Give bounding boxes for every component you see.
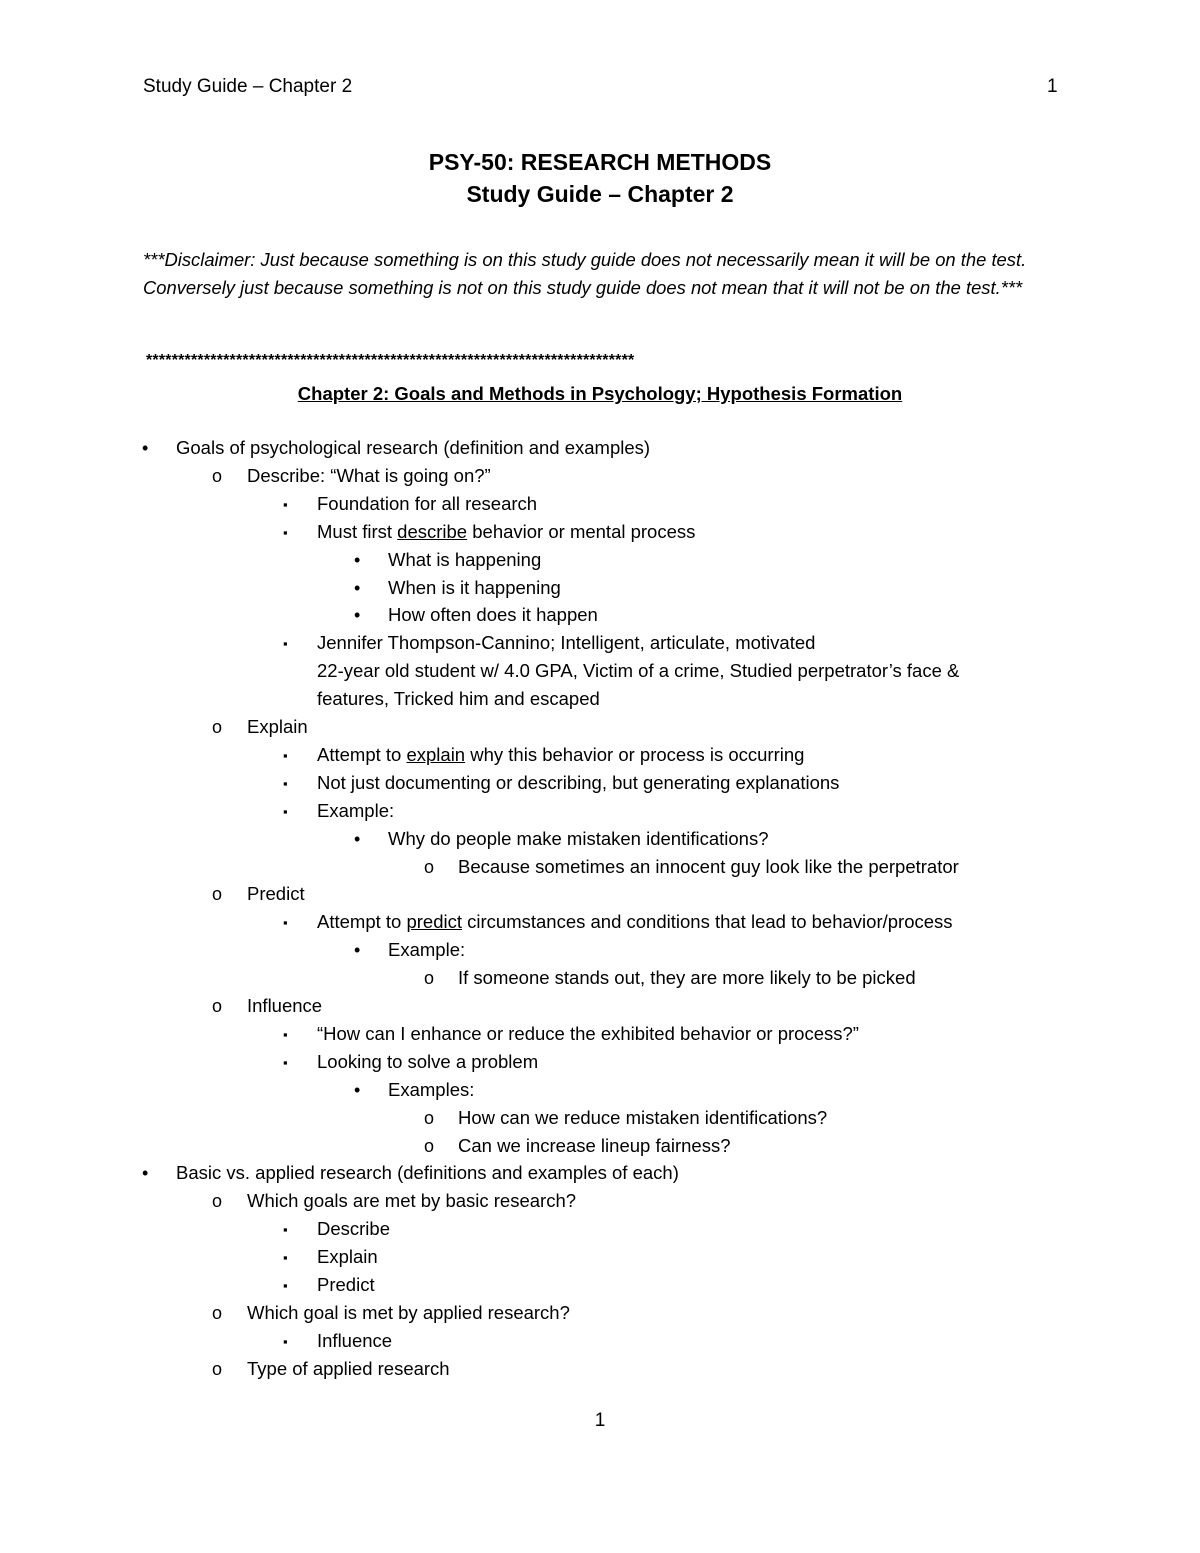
outline-text: Examples:: [388, 1079, 475, 1100]
outline-text: features, Tricked him and escaped: [317, 688, 600, 709]
bullet-marker-level-3: ▪: [283, 804, 288, 819]
outline-text: Attempt to: [317, 744, 407, 765]
outline-item-level-3: [317, 1246, 378, 1268]
bullet-marker-level-4: •: [354, 578, 361, 598]
underlined-term: predict: [406, 911, 462, 932]
outline-item-level-3: [317, 1051, 538, 1073]
outline-item-level-4: [388, 549, 541, 571]
outline-item-level-3: [317, 911, 953, 933]
bullet-marker-level-3: ▪: [283, 497, 288, 512]
outline-text: Describe: [317, 1218, 390, 1239]
outline-item-level-3: [317, 1330, 392, 1352]
outline-item-level-5: [458, 856, 959, 878]
outline-item-level-2: [247, 1190, 576, 1212]
outline-item-level-3: [317, 800, 394, 822]
outline-text: Example:: [317, 800, 395, 821]
outline-text: Predict: [247, 883, 305, 904]
bullet-marker-level-5: o: [424, 857, 435, 877]
bullet-marker-level-4: •: [354, 829, 361, 849]
star-separator: ****************************************************************************: [146, 352, 635, 369]
outline-item-level-3: [317, 1274, 375, 1296]
bullet-marker-level-2: o: [212, 1359, 223, 1379]
bullet-marker-level-3: ▪: [283, 748, 288, 763]
page-header-number: 1: [1047, 76, 1058, 97]
outline-item-level-2: [247, 1358, 450, 1380]
disclaimer-text: ***Disclaimer: Just because something is on this study guide does not necessarily mean it will be on the test. Conversely just because something is not on this study guide does not mean that it will not be on the test.***: [143, 249, 1027, 298]
outline-text: Which goal is met by applied research?: [247, 1302, 570, 1323]
outline-text: Type of applied research: [247, 1358, 450, 1379]
outline-text: Explain: [247, 716, 308, 737]
outline-item-level-3: [317, 1218, 390, 1240]
outline-text: How often does it happen: [388, 604, 598, 625]
outline-text: “How can I enhance or reduce the exhibited behavior or process?”: [317, 1023, 859, 1044]
bullet-marker-level-2: o: [212, 1191, 223, 1211]
bullet-marker-level-3: ▪: [283, 776, 288, 791]
bullet-marker-level-2: o: [212, 1303, 223, 1323]
outline-item-level-3: [317, 744, 804, 766]
outline-text: Because sometimes an innocent guy look like the perpetrator: [458, 856, 959, 877]
outline-item-level-2: [247, 1302, 570, 1324]
outline-text: Basic vs. applied research (definitions and examples of each): [176, 1162, 679, 1183]
outline-text: Predict: [317, 1274, 375, 1295]
course-title: PSY-50: RESEARCH METHODS: [428, 149, 772, 175]
outline-item-level-3: [317, 772, 839, 794]
bullet-marker-level-2: o: [212, 884, 223, 904]
bullet-marker-level-4: •: [354, 605, 361, 625]
bullet-marker-level-3: ▪: [283, 1334, 288, 1349]
outline-text: 22-year old student w/ 4.0 GPA, Victim of a crime, Studied perpetrator’s face &: [317, 660, 960, 681]
outline-item-level-3: [317, 521, 695, 543]
bullet-marker-level-2: o: [212, 466, 223, 486]
outline-text: Influence: [317, 1330, 393, 1351]
bullet-marker-level-2: o: [212, 717, 223, 737]
outline-text: why this behavior or process is occurring: [465, 744, 805, 765]
page-header-title: Study Guide – Chapter 2: [143, 76, 353, 97]
bullet-marker-level-3: ▪: [283, 525, 288, 540]
outline-item-level-5: [458, 967, 916, 989]
outline-text: Must first: [317, 521, 398, 542]
bullet-marker-level-3: ▪: [283, 1250, 288, 1265]
bullet-marker-level-5: o: [424, 1136, 435, 1156]
outline-text: Describe: “What is going on?”: [247, 465, 491, 486]
bullet-marker-level-1: •: [142, 1163, 149, 1183]
outline-text: What is happening: [388, 549, 542, 570]
underlined-term: describe: [397, 521, 468, 542]
bullet-marker-level-2: o: [212, 996, 223, 1016]
outline-item-level-4: [388, 604, 598, 626]
outline-text: Jennifer Thompson-Cannino; Intelligent, articulate, motivated: [317, 632, 816, 653]
outline-item-level-2: [247, 995, 322, 1017]
document-title-block: [0, 146, 1200, 210]
outline-text: Explain: [317, 1246, 378, 1267]
outline-text: Goals of psychological research (definition and examples): [176, 437, 651, 458]
outline-item-level-2: [247, 716, 308, 738]
bullet-marker-level-5: o: [424, 968, 435, 988]
outline-text: Which goals are met by basic research?: [247, 1190, 577, 1211]
bullet-marker-level-3: ▪: [283, 636, 288, 651]
bullet-marker-level-3: ▪: [283, 1055, 288, 1070]
outline-text: Not just documenting or describing, but generating explanations: [317, 772, 840, 793]
outline-item-level-4: [388, 939, 465, 961]
outline-item-level-3: [317, 660, 959, 682]
outline-text: Foundation for all research: [317, 493, 538, 514]
outline-text: Influence: [247, 995, 323, 1016]
outline-text: Why do people make mistaken identifications?: [388, 828, 769, 849]
outline-text: Can we increase lineup fairness?: [458, 1135, 731, 1156]
bullet-marker-level-3: ▪: [283, 915, 288, 930]
bullet-marker-level-3: ▪: [283, 1027, 288, 1042]
bullet-marker-level-3: ▪: [283, 1278, 288, 1293]
outline-item-level-1: [176, 437, 650, 459]
bullet-marker-level-3: ▪: [283, 1222, 288, 1237]
section-heading: [0, 383, 1200, 405]
outline-text: behavior or mental process: [467, 521, 696, 542]
bullet-marker-level-4: •: [354, 940, 361, 960]
section-heading-text: Chapter 2: Goals and Methods in Psychology; Hypothesis Formation: [297, 383, 903, 404]
outline-text: How can we reduce mistaken identifications?: [458, 1107, 828, 1128]
outline-item-level-4: [388, 577, 561, 599]
bullet-marker-level-4: •: [354, 550, 361, 570]
outline-item-level-3: [317, 688, 600, 710]
bullet-marker-level-1: •: [142, 438, 149, 458]
outline-text: When is it happening: [388, 577, 561, 598]
outline-item-level-4: [388, 1079, 474, 1101]
bullet-marker-level-4: •: [354, 1080, 361, 1100]
outline-item-level-2: [247, 465, 491, 487]
footer-page-number: 1: [594, 1410, 606, 1431]
outline-item-level-3: [317, 1023, 859, 1045]
outline-item-level-4: [388, 828, 768, 850]
outline-text: Attempt to: [317, 911, 407, 932]
outline-text: If someone stands out, they are more likely to be picked: [458, 967, 916, 988]
outline-text: circumstances and conditions that lead to behavior/process: [462, 911, 953, 932]
outline-item-level-3: [317, 632, 815, 654]
outline-item-level-1: [176, 1162, 679, 1184]
outline-item-level-5: [458, 1135, 731, 1157]
outline-text: Example:: [388, 939, 466, 960]
underlined-term: explain: [406, 744, 466, 765]
outline-item-level-5: [458, 1107, 827, 1129]
outline-item-level-2: [247, 883, 305, 905]
bullet-marker-level-5: o: [424, 1108, 435, 1128]
guide-title: Study Guide – Chapter 2: [466, 181, 734, 207]
outline-text: Looking to solve a problem: [317, 1051, 539, 1072]
outline-item-level-3: [317, 493, 537, 515]
